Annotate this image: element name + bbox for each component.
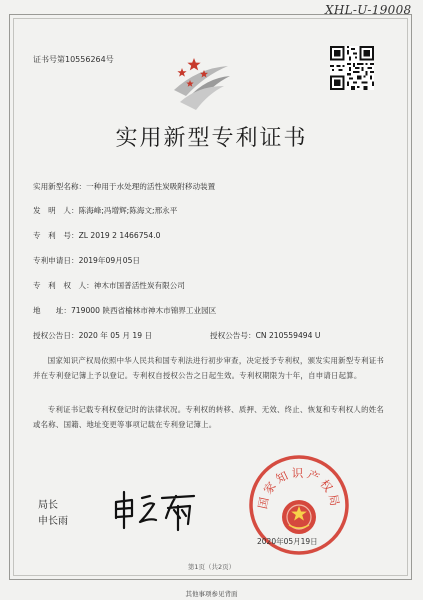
field-value: 陈海峰;冯增辉;陈海文;邢永平 xyxy=(78,206,178,215)
field-label: 授权公告日： xyxy=(33,331,79,340)
certificate-title: 实用新型专利证书 xyxy=(115,126,308,151)
legal-paragraph-1: 国家知识产权局依照中华人民共和国专利法进行初步审查，决定授予专利权，颁发实用新型专利证书并在专利登记簿上予以登记。专利权自授权公告之日起生效。专利权期限为十年，自申请日起算。 xyxy=(33,356,384,380)
field-value: 2020 年 05 月 19 日 xyxy=(78,331,153,340)
field-label: 实用新型名称： xyxy=(33,182,87,191)
field-announcement-number xyxy=(210,330,320,341)
field-label: 专 利 权 人： xyxy=(33,281,94,290)
field-application-date xyxy=(33,255,140,266)
field-label: 专 利 号： xyxy=(33,231,79,240)
seal-date: 2020年05月19日 xyxy=(257,537,318,546)
footer-note: 其他事项参见背面 xyxy=(185,590,238,598)
seal-text: 国家知识产权局 xyxy=(255,466,343,511)
field-value: 719000 陕西省榆林市神木市锦界工业园区 xyxy=(70,306,217,315)
field-value: CN 210559494 U xyxy=(255,331,321,340)
field-patent-number xyxy=(33,230,160,241)
field-label: 地 址： xyxy=(33,306,71,315)
page-number: 第1页（共2页） xyxy=(187,563,236,571)
field-address xyxy=(33,305,216,316)
handwritten-signature-icon xyxy=(110,484,200,534)
qr-code-icon xyxy=(330,46,374,90)
field-grant-date xyxy=(33,330,152,341)
field-value: 2019年09月05日 xyxy=(78,256,140,265)
field-label: 专利申请日： xyxy=(33,256,79,265)
field-name xyxy=(33,181,215,192)
patent-office-logo-icon xyxy=(168,50,234,114)
handwritten-note: XHL-U-19008 xyxy=(325,3,412,17)
field-value: ZL 2019 2 1466754.0 xyxy=(78,231,161,240)
director-name: 申长雨 xyxy=(38,516,68,527)
director-title: 局长 xyxy=(38,500,58,511)
field-value: 一种用于水处理的活性炭吸附移动装置 xyxy=(86,182,216,191)
legal-paragraph-2: 专利证书记载专利权登记时的法律状况。专利权的转移、质押、无效、终止、恢复和专利权人的姓名或名称、国籍、地址变更等事项记载在专利登记簿上。 xyxy=(33,405,384,429)
field-inventors xyxy=(33,205,177,216)
field-value: 神木市国普活性炭有限公司 xyxy=(93,281,185,290)
certificate-number: 证书号第10556264号 xyxy=(33,55,114,64)
field-label: 发 明 人： xyxy=(33,206,79,215)
field-label: 授权公告号： xyxy=(210,331,256,340)
field-patentee xyxy=(33,280,185,291)
